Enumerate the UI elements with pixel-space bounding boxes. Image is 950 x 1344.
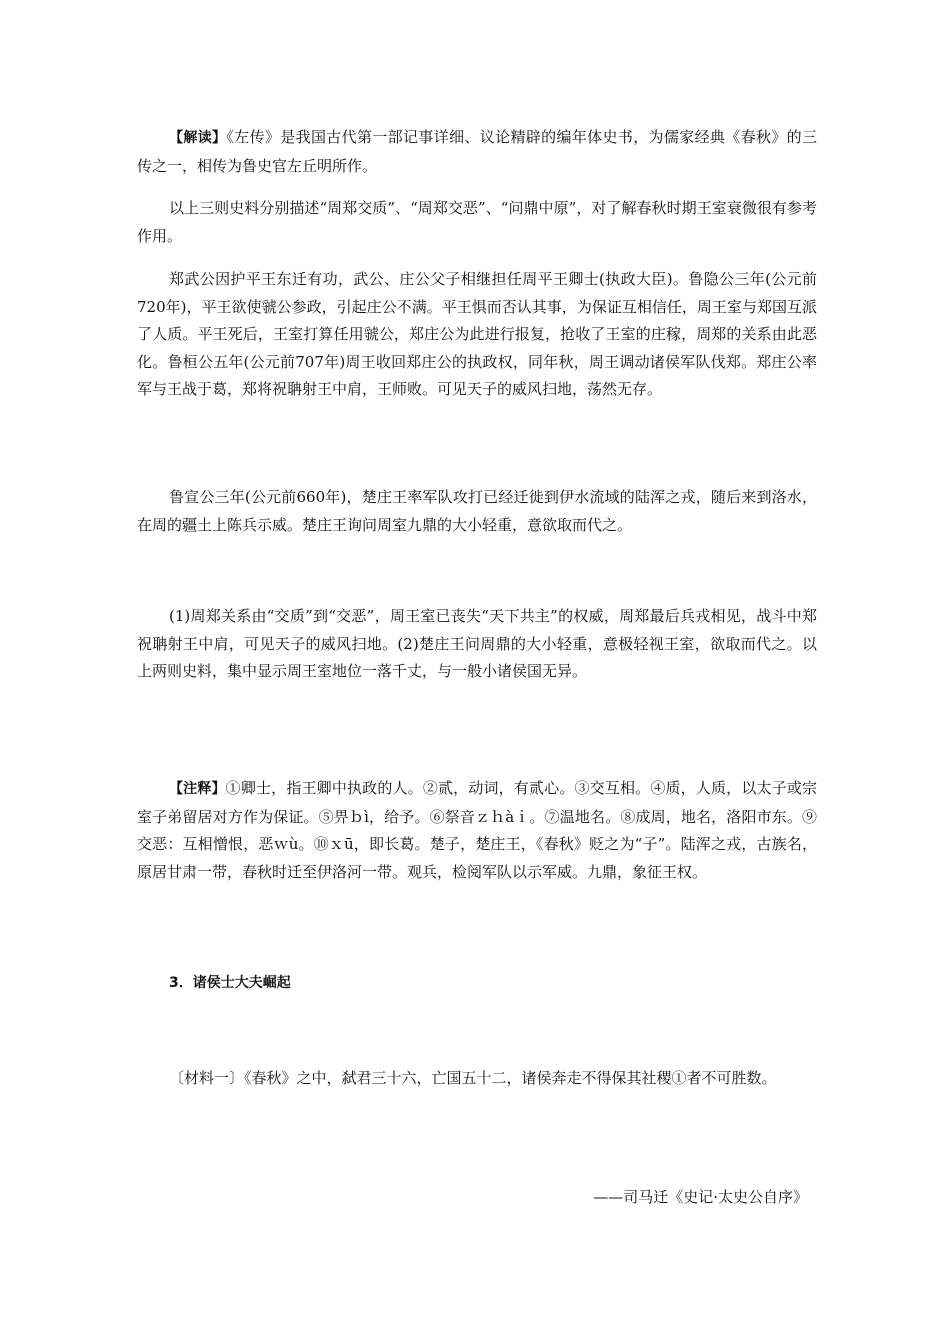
- notes-label: 【注释】: [169, 781, 226, 797]
- notes-paragraph: [137, 775, 817, 886]
- notes-text: ①卿士，指王卿中执政的人。②贰，动词，有贰心。③交互相。④质，人质，以太子或宗室子弟留居对方作为保证。⑤畀ｂì，给予。⑥祭音ｚｈàｉ。⑦温地名。⑧成周，地名，洛阳市东。⑨交恶：互相憎恨，恶ｗù。⑩ｘū，即长葛。楚子，楚庄王，《春秋》贬之为“子”。陆浑之戎，古族名，原居甘肃一带，春秋时迁至伊洛河一带。观兵，检阅军队以示军威。九鼎，象征王权。: [137, 779, 817, 881]
- material-one-paragraph: 〔材料一〕《春秋》之中，弑君三十六，亡国五十二，诸侯奔走不得保其社稷①者不可胜数。: [169, 1069, 777, 1087]
- zhou-zheng-paragraph: 郑武公因护平王东迁有功，武公、庄公父子相继担任周平王卿士(执政大臣)。鲁隐公三年(公元前720年)，平王欲使虢公参政，引起庄公不满。平王惧而否认其事，为保证互相信任，周王室与郑国互派了人质。平王死后，王室打算任用虢公，郑庄公为此进行报复，抢收了王室的庄稼，周郑的关系由此恶化。鲁桓公五年(公元前707年)周王收回郑庄公的执政权，同年秋，周王调动诸侯军队伐郑。郑庄公率军与王战于葛，郑将祝聃射王中肩，王师败。可见天子的威风扫地，荡然无存。: [137, 270, 817, 398]
- summary-paragraph: 以上三则史料分别描述“周郑交质”、“周郑交恶”、“问鼎中原”，对了解春秋时期王室衰微很有参考作用。: [137, 199, 817, 245]
- interpretation-text: 《左传》是我国古代第一部记事详细、议论精辟的编年体史书，为儒家经典《春秋》的三传之一，相传为鲁史官左丘明所作。: [137, 128, 817, 175]
- source-citation: ——司马迁《史记·太史公自序》: [593, 1188, 808, 1206]
- chu-zhuang-paragraph: 鲁宣公三年(公元前660年)，楚庄王率军队攻打已经迁徙到伊水流域的陆浑之戎，随后来到洛水，在周的疆土上陈兵示威。楚庄王询问周室九鼎的大小轻重，意欲取而代之。: [137, 488, 817, 534]
- section-heading: 3．诸侯士大夫崛起: [169, 975, 291, 991]
- interpretation-paragraph: [137, 124, 817, 180]
- interpretation-label: 【解读】: [169, 130, 227, 146]
- analysis-paragraph: (1)周郑关系由“交质”到“交恶”，周王室已丧失“天下共主”的权威，周郑最后兵戎相见，战斗中郑祝聃射王中肩，可见天子的威风扫地。(2)楚庄王问周鼎的大小轻重，意极轻视王室，欲取而代之。以上两则史料，集中显示周王室地位一落千丈，与一般小诸侯国无异。: [137, 607, 817, 680]
